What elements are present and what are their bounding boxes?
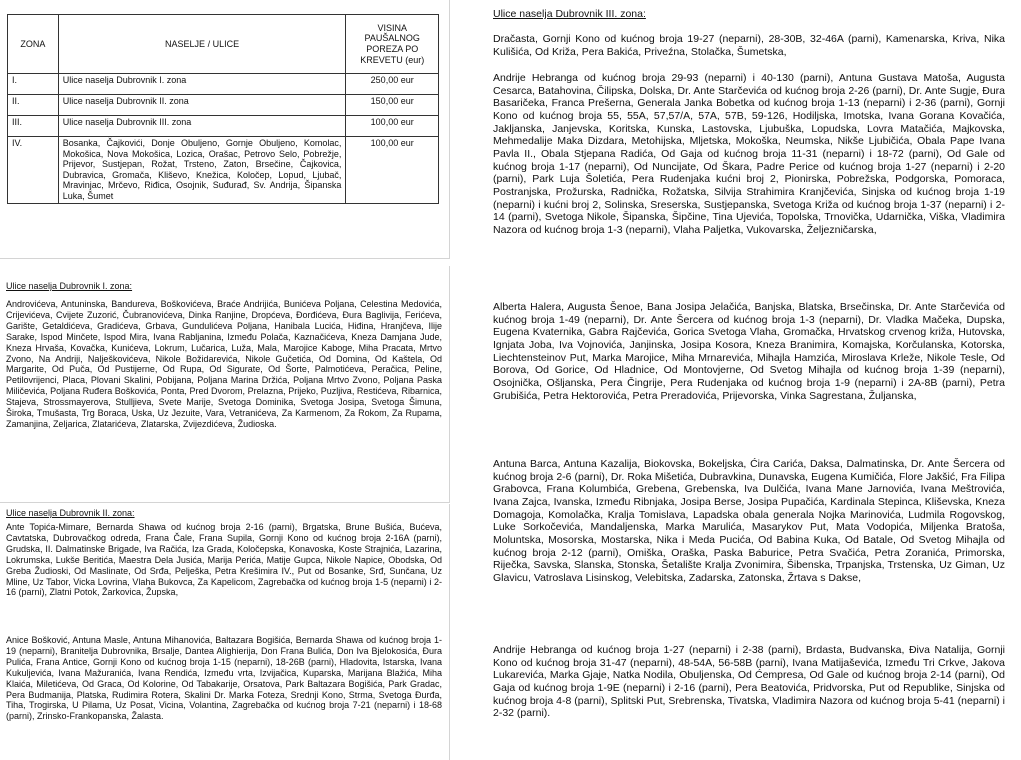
zone-3-paragraph-1: Dračasta, Gornji Kono od kućnog broja 19-27 (neparni), 28-30B, 32-46A (parni), Kamenarska, Kriva, Nika Kulišića, Od Križa, Pera Bakića, Priveźna, Stolačka, Šumetska, [493,33,1005,58]
zone-1-panel [0,266,450,503]
zone-3-paragraph-3: Alberta Halera, Augusta Šenoe, Bana Josipa Jelačića, Banjska, Blatska, Brsečinska, Dr. Ante Starčevića od kućnog broja 1-49 (neparni), Dr. Ante Šercera od kućnog broja 1-3 (neparni), Dr. Vladka Mačeka, Dupska, Eugena Kvaternika, Gabra Rajčevića, Gorica Svetoga Vlaha, Gromačka, Hrvatskog crvenog križa, Hutovska, Ignjata Joba, Iva Vojnovića, Janjinska, Josipa Kosora, Kneza Branimira, Komajska, Korčulanska, Kotorska, Liechtensteinov Put, Marka Marojice, Miha Mrnarevića, Mihajla Hamzića, Miroslava Krleže, Nikole Tesle, Od Borova, Od Gorice, Od Hladnice, Od Montovjerne, Od Svetog Mihajla od kućnog broja 1-39 (neparni), Osojnička, Ošljanska, Pera Čingrije, Pera Rudenjaka od kućnog broja 1-9 (neparni) i 2A-8B (parni), Petra Grubišića, Petra Hektorovića, Petra Preradovića, Prijevorska, Vinka Sagrestana, Žuljanska, [493,301,1005,402]
zone-2-paragraph-1: Ante Topića-Mimare, Bernarda Shawa od kućnog broja 2-16 (parni), Brgatska, Brune Bušića, Bućeva, Cavtatska, Dubrovačkog odreda, Frana Čale, Frana Supila, Gornji Kono od kućnog broja 2-16A (parni), Grudska, II. Dalmatinske Brigade, Iva Račića, Iza Grada, Koločepska, Konavoska, Koste Strajnića, Lazarina, Lokrumska, Lukše Beritića, Maestra Dela Jusića, Marija Perića, Matije Gupca, Nikole Napice, Obodska, Od Greba Žudioski, Od Maslinate, Od Srđa, Pelješka, Petra Krešimira IV., Put od Bosanke, Srđ, Sunčana, Uz Mline, Uz Tabor, Vicka Lovrina, Vlaha Bukovca, Za Kapelicom, Zagrebačka od kućnog broja 1-5 (neparni) i 2-16 (parni), Zlatni Potok, Žarkovica, Župska, [6,522,442,598]
header-zona: ZONA [8,15,59,74]
table-row [8,116,439,137]
cell-zona: II. [8,95,59,116]
cell-naselje: Bosanka, Čajkovići, Donje Obuljeno, Gornje Obuljeno, Komolac, Mokošica, Nova Mokošica, Lozica, Orašac, Petrovo Selo, Pobrežje, Prijevor, Sustjepan, Rožat, Trsteno, Zaton, Brsečine, Čajkovica, Dubravica, Gromača, Kliševo, Knežica, Koločep, Lopud, Ljubač, Mravinjac, Mrčevo, Riđica, Osojnik, Suđurađ, Sv. Andrija, Šipanska Luka, Šumet [58,137,346,204]
zone-3-heading: Ulice naselja Dubrovnik III. zona: [493,8,646,20]
header-visina: VISINA PAUŠALNOG POREZA PO KREVETU (eur) [346,15,439,74]
cell-naselje: Ulice naselja Dubrovnik III. zona [58,116,346,137]
table-row [8,95,439,116]
zone-3-paragraph-4: Antuna Barca, Antuna Kazalija, Biokovska, Bokeljska, Ćira Carića, Daksa, Dalmatinska, Dr. Ante Šercera od kućnog broja 2-6 (parni), Dr. Roka Mišetića, Dubravkina, Dunavska, Eugena Kumičića, Flore Jakšić, Fra Filipa Grabovca, Frana Kolumbića, Grebena, Grebenska, Iva Dulčića, Ivana Mane Jarnovića, Ivana Meštrovića, Ivana Zajca, Ivanska, Između Ribnjaka, Josipa Berse, Josipa Pupačića, Kardinala Stepinca, Kliševska, Kneza Domagoja, Komolačka, Kralja Tomislava, Lapadska obala generala Nojka Marinovića, Ludmila Rogovskog, Luke Sorkočevića, Mandaljenska, Marka Marulića, Masarykov Put, Mata Vodopića, Miljenka Bratoša, Moluntska, Mosorska, Mostarska, Nika i Meda Pucića, Od Babina Kuka, Od Batale, Od Svetog Mihajla od kućnog broja 2-12 (parni), Omiška, Oraška, Paska Baburice, Petra Svačića, Petra Zoranića, Primorska, Riječka, Savska, Slanska, Stonska, Šetalište Kralja Zvonimira, Šibenska, Trpanjska, Trstenska, Uz Giman, Uz Glavicu, Vatroslava Lisinskog, Velebitska, Zadarska, Zatonska, Žrtava s Dakse, [493,458,1005,584]
table-row [8,74,439,95]
table-row [8,137,439,204]
zone-3-panel [475,0,1021,760]
zone-table-panel [0,0,450,259]
cell-zona: IV. [8,137,59,204]
zone-2-panel [0,504,450,760]
cell-visina: 100,00 eur [346,116,439,137]
zone-2-paragraph-2: Anice Bošković, Antuna Masle, Antuna Mihanovića, Baltazara Bogišića, Bernarda Shawa od kućnog broja 1-19 (neparni), Branitelja Dubrovnika, Brsalje, Dantea Alighierija, Don Frana Bulića, Don Iva Bjelokosića, Đura Pulića, Frana Antice, Gornji Kono od kućnog broja 1-15 (neparni), 18-26B (parni), Hladovita, Istarska, Ivana Kukuljevića, Ivana Mažuranića, Ivana Rendića, Između vrta, Izvijačica, Kuparska, Marijana Blažića, Miha Klaića, Miletićeva, Od Graca, Od Kolorine, Od Tabakarije, Orsatova, Park Baltazara Bogišića, Park Gradac, Pera Budmanija, Platska, Rudimira Rotera, Skalini Dr. Marka Foteza, Srednji Kono, Strma, Svetoga Đurđa, Tiha, Trogirska, U Pilama, Uz Posat, Vicina, Volantina, Zagrebačka od kućnog broja 7-21 (neparni) i 18-68 (parni), Zrinsko-Frankopanska, Žalasta. [6,635,442,722]
cell-naselje: Ulice naselja Dubrovnik II. zona [58,95,346,116]
zone-2-heading: Ulice naselja Dubrovnik II. zona: [6,508,135,518]
cell-zona: I. [8,74,59,95]
table-header-row [8,15,439,74]
zone-3-paragraph-5: Andrije Hebranga od kućnog broja 1-27 (neparni) i 2-38 (parni), Brdasta, Budvanska, Điva Natalija, Gornji Kono od kućnog broja 31-47 (neparni), 48-54A, 56-58B (parni), Ivana Matijaševića, Između Tri Crkve, Jakova Lukarevića, Marka Gjaje, Natka Nodila, Obuljenska, Od Ćempresa, Od Gale od kućnog broja 2-14 (parni), Od Gaja od kućnog broja 1-9E (neparni) i 2-16 (parni), Pera Beatovića, Pridvorska, Put od Republike, Sinjska od kućnog broja 4-8 (parni), Splitski Put, Srebrenska, Tivatska, Vladimira Nazora od kućnog broja 5-41 (neparni) i 2-32 (parni). [493,644,1005,720]
cell-visina: 150,00 eur [346,95,439,116]
header-naselje: NASELJE / ULICE [58,15,346,74]
zone-3-paragraph-2: Andrije Hebranga od kućnog broja 29-93 (neparni) i 40-130 (parni), Antuna Gustava Matoša, Augusta Cesarca, Batahovina, Čilipska, Dolska, Dr. Ante Starčevića od kućnog broja 2-26 (parni), Dr. Ante Sugje, Đura Basaričeka, Franca Prešerna, Generala Janka Bobetka od kućnog broja 1-13 (neparni) i 2-36 (parni), Gornji Kono od kućnog broja 55, 55A, 57,57/A, 57A, 57B, 59-126, Hodiljska, Imotska, Ivana Gorana Kovačića, Jakljanska, Janjevska, Koritska, Kunska, Lastovska, Ljubuška, Lopudska, Lovra Matačića, Majkovska, Mehmedalije Maka Dizdara, Metohijska, Mljetska, Mokoška, Neumska, Nikše Ljubičića, Obala Pape Ivana Pavla II., Obala Stjepana Radića, Od Gaja od kućnog broja 11-31 (neparni) i 18-72 (parni), Od Gale od kućnog broja 1-17 (neparni), Od Nuncijate, Od Škara, Padre Perice od kućnog broja 1-27 (neparni) i 2-20 (parni), Park Luja Šoletića, Pera Rudenjaka kućni broj 2, Pionirska, Pobrežska, Podgorska, Pomoraca, Postranjska, Prožurska, Radnička, Rožatska, Silvija Strahimira Kranjčevića, Sinjska od kućnog broja 1-19 (neparni) i kućni broj 2, Solinska, Sreserska, Sustjepanska, Svetoga Križa od kućnog broja 1-37 (neparni) i 2-14 (parni), Svetoga Nikole, Šipanska, Šipčine, Tina Ujevića, Topolska, Trnovička, Udarnička, Viška, Vladimira Nazora od kućnog broja 1-3 (neparni), Vlaha Paljetka, Vukovarska, Željezničarska, [493,72,1005,236]
cell-zona: III. [8,116,59,137]
zone-1-heading: Ulice naselja Dubrovnik I. zona: [6,281,133,291]
cell-naselje: Ulice naselja Dubrovnik I. zona [58,74,346,95]
zone-1-street-list: Androvićeva, Antuninska, Bandureva, Boškovićeva, Braće Andrijića, Bunićeva Poljana, Celestina Medovića, Crijevićeva, Cvijete Zuzorić, Čubranovićeva, Dinka Ranjine, Dropćeva, Đorđićeva, Đura Baglivija, Ferićeva, Garište, Getaldićeva, Gradićeva, Grbava, Gundulićeva Poljana, Hanibala Lucića, Hiđina, Hranjčeva, Ilije Sarake, Ispod Minčete, Ispod Mira, Ivana Rabljanina, Između Polača, Kaznačićeva, Kneza Damjana Jude, Kneza Hrvaša, Kovačka, Kunićeva, Lokrum, Lučarica, Luža, Mala, Marojice Kaboge, Miha Pracata, Mrtvo Zvono, Na Andriji, Nalješkovićeva, Nikole Božidarevića, Nikole Gučetića, Od Domina, Od Kaštela, Od Margarite, Od Puča, Od Pustijerne, Od Rupa, Od Sigurate, Od Šorte, Palmotićeva, Peračica, Peline, Petilovrijenci, Placa, Plovani Skalini, Pobijana, Poljana Marina Držića, Poljana Mrtvo Zvono, Poljana Paska Miličevića, Poljana Ruđera Boškovića, Ponta, Pred Dvorom, Prelazna, Prijeko, Puzljiva, Restićeva, Ribarnica, Stajeva, Strossmayerova, Stulljieva, Svete Marije, Svetoga Dominika, Svetoga Josipa, Svetoga Šimuna, Široka, Tmušasta, Trg Boraca, Uska, Uz Jezuite, Vara, Vetranićeva, Za Karmenom, Za Rokom, Za Rupama, Zamanjina, Zeljarica, Zlatarićeva, Zlatarska, Zvijezdićeva, Žudioska. [6,299,442,429]
cell-visina: 100,00 eur [346,137,439,204]
zone-tax-table [7,14,439,204]
cell-visina: 250,00 eur [346,74,439,95]
